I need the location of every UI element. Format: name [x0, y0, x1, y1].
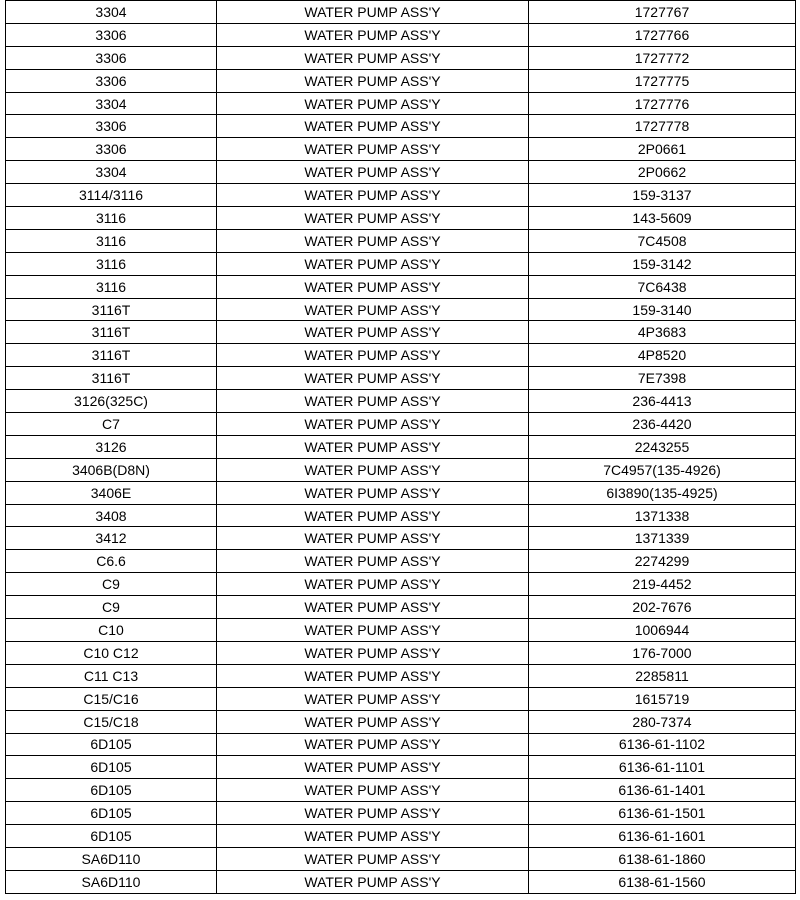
part-number-cell: 236-4420	[529, 413, 796, 436]
part-number-cell: 6136-61-1101	[529, 756, 796, 779]
engine-model-cell: C6.6	[6, 550, 217, 573]
engine-model-cell: 3304	[6, 92, 217, 115]
part-number-cell: 7C4508	[529, 229, 796, 252]
table-row	[6, 504, 796, 527]
part-number-cell: 280-7374	[529, 710, 796, 733]
table-row	[6, 138, 796, 161]
table-row	[6, 527, 796, 550]
part-number-cell: 143-5609	[529, 207, 796, 230]
part-number-cell: 7E7398	[529, 367, 796, 390]
parts-table-body	[6, 1, 796, 894]
description-cell: WATER PUMP ASS'Y	[217, 252, 529, 275]
description-cell: WATER PUMP ASS'Y	[217, 550, 529, 573]
table-row	[6, 550, 796, 573]
description-cell: WATER PUMP ASS'Y	[217, 69, 529, 92]
description-cell: WATER PUMP ASS'Y	[217, 847, 529, 870]
description-cell: WATER PUMP ASS'Y	[217, 115, 529, 138]
part-number-cell: 6138-61-1560	[529, 870, 796, 893]
part-number-cell: 6136-61-1401	[529, 779, 796, 802]
engine-model-cell: 6D105	[6, 802, 217, 825]
description-cell: WATER PUMP ASS'Y	[217, 504, 529, 527]
description-cell: WATER PUMP ASS'Y	[217, 138, 529, 161]
part-number-cell: 6136-61-1102	[529, 733, 796, 756]
engine-model-cell: 3412	[6, 527, 217, 550]
part-number-cell: 1615719	[529, 687, 796, 710]
description-cell: WATER PUMP ASS'Y	[217, 802, 529, 825]
engine-model-cell: 3114/3116	[6, 184, 217, 207]
part-number-cell: 1727776	[529, 92, 796, 115]
description-cell: WATER PUMP ASS'Y	[217, 596, 529, 619]
part-number-cell: 2P0662	[529, 161, 796, 184]
engine-model-cell: 3126	[6, 435, 217, 458]
engine-model-cell: 3116T	[6, 321, 217, 344]
table-row	[6, 413, 796, 436]
part-number-cell: 159-3137	[529, 184, 796, 207]
engine-model-cell: 6D105	[6, 733, 217, 756]
table-row	[6, 458, 796, 481]
table-row	[6, 847, 796, 870]
table-row	[6, 825, 796, 848]
description-cell: WATER PUMP ASS'Y	[217, 710, 529, 733]
engine-model-cell: 3116T	[6, 344, 217, 367]
table-row	[6, 779, 796, 802]
table-row	[6, 1, 796, 24]
table-row	[6, 344, 796, 367]
engine-model-cell: 3116T	[6, 298, 217, 321]
engine-model-cell: C9	[6, 596, 217, 619]
part-number-cell: 202-7676	[529, 596, 796, 619]
part-number-cell: 6136-61-1501	[529, 802, 796, 825]
engine-model-cell: C15/C16	[6, 687, 217, 710]
description-cell: WATER PUMP ASS'Y	[217, 756, 529, 779]
engine-model-cell: 3116	[6, 252, 217, 275]
engine-model-cell: C15/C18	[6, 710, 217, 733]
part-number-cell: 6136-61-1601	[529, 825, 796, 848]
description-cell: WATER PUMP ASS'Y	[217, 641, 529, 664]
part-number-cell: 6I3890(135-4925)	[529, 481, 796, 504]
engine-model-cell: 3306	[6, 69, 217, 92]
description-cell: WATER PUMP ASS'Y	[217, 184, 529, 207]
part-number-cell: 236-4413	[529, 390, 796, 413]
part-number-cell: 1727775	[529, 69, 796, 92]
table-row	[6, 802, 796, 825]
table-row	[6, 207, 796, 230]
part-number-cell: 1727772	[529, 46, 796, 69]
engine-model-cell: 6D105	[6, 825, 217, 848]
part-number-cell: 1727767	[529, 1, 796, 24]
description-cell: WATER PUMP ASS'Y	[217, 779, 529, 802]
table-row	[6, 619, 796, 642]
engine-model-cell: 3304	[6, 161, 217, 184]
engine-model-cell: C10 C12	[6, 641, 217, 664]
description-cell: WATER PUMP ASS'Y	[217, 687, 529, 710]
description-cell: WATER PUMP ASS'Y	[217, 207, 529, 230]
engine-model-cell: 3306	[6, 115, 217, 138]
engine-model-cell: 3408	[6, 504, 217, 527]
part-number-cell: 1371338	[529, 504, 796, 527]
description-cell: WATER PUMP ASS'Y	[217, 298, 529, 321]
table-row	[6, 321, 796, 344]
table-row	[6, 115, 796, 138]
description-cell: WATER PUMP ASS'Y	[217, 733, 529, 756]
description-cell: WATER PUMP ASS'Y	[217, 23, 529, 46]
part-number-cell: 7C6438	[529, 275, 796, 298]
part-number-cell: 1727766	[529, 23, 796, 46]
table-row	[6, 275, 796, 298]
description-cell: WATER PUMP ASS'Y	[217, 1, 529, 24]
engine-model-cell: C7	[6, 413, 217, 436]
part-number-cell: 4P8520	[529, 344, 796, 367]
table-row	[6, 367, 796, 390]
description-cell: WATER PUMP ASS'Y	[217, 321, 529, 344]
description-cell: WATER PUMP ASS'Y	[217, 161, 529, 184]
table-row	[6, 229, 796, 252]
table-row	[6, 92, 796, 115]
part-number-cell: 2243255	[529, 435, 796, 458]
engine-model-cell: 3116	[6, 275, 217, 298]
description-cell: WATER PUMP ASS'Y	[217, 527, 529, 550]
description-cell: WATER PUMP ASS'Y	[217, 390, 529, 413]
table-row	[6, 481, 796, 504]
description-cell: WATER PUMP ASS'Y	[217, 435, 529, 458]
table-row	[6, 870, 796, 893]
engine-model-cell: 3116	[6, 207, 217, 230]
table-row	[6, 573, 796, 596]
parts-table	[5, 0, 796, 894]
part-number-cell: 159-3142	[529, 252, 796, 275]
table-row	[6, 733, 796, 756]
engine-model-cell: SA6D110	[6, 847, 217, 870]
table-row	[6, 46, 796, 69]
part-number-cell: 4P3683	[529, 321, 796, 344]
description-cell: WATER PUMP ASS'Y	[217, 481, 529, 504]
table-row	[6, 641, 796, 664]
engine-model-cell: 3126(325C)	[6, 390, 217, 413]
part-number-cell: 2285811	[529, 664, 796, 687]
engine-model-cell: C11 C13	[6, 664, 217, 687]
engine-model-cell: 3304	[6, 1, 217, 24]
engine-model-cell: 3406B(D8N)	[6, 458, 217, 481]
description-cell: WATER PUMP ASS'Y	[217, 458, 529, 481]
table-row	[6, 23, 796, 46]
part-number-cell: 7C4957(135-4926)	[529, 458, 796, 481]
part-number-cell: 159-3140	[529, 298, 796, 321]
description-cell: WATER PUMP ASS'Y	[217, 413, 529, 436]
part-number-cell: 1006944	[529, 619, 796, 642]
table-row	[6, 252, 796, 275]
table-row	[6, 161, 796, 184]
description-cell: WATER PUMP ASS'Y	[217, 573, 529, 596]
table-row	[6, 596, 796, 619]
engine-model-cell: C10	[6, 619, 217, 642]
table-row	[6, 184, 796, 207]
engine-model-cell: 3306	[6, 138, 217, 161]
engine-model-cell: 6D105	[6, 779, 217, 802]
part-number-cell: 6138-61-1860	[529, 847, 796, 870]
description-cell: WATER PUMP ASS'Y	[217, 344, 529, 367]
table-row	[6, 756, 796, 779]
part-number-cell: 219-4452	[529, 573, 796, 596]
table-row	[6, 687, 796, 710]
part-number-cell: 176-7000	[529, 641, 796, 664]
description-cell: WATER PUMP ASS'Y	[217, 664, 529, 687]
part-number-cell: 2P0661	[529, 138, 796, 161]
description-cell: WATER PUMP ASS'Y	[217, 870, 529, 893]
engine-model-cell: SA6D110	[6, 870, 217, 893]
engine-model-cell: 3406E	[6, 481, 217, 504]
engine-model-cell: 3306	[6, 46, 217, 69]
table-row	[6, 710, 796, 733]
table-row	[6, 298, 796, 321]
description-cell: WATER PUMP ASS'Y	[217, 46, 529, 69]
description-cell: WATER PUMP ASS'Y	[217, 825, 529, 848]
description-cell: WATER PUMP ASS'Y	[217, 275, 529, 298]
table-row	[6, 69, 796, 92]
part-number-cell: 2274299	[529, 550, 796, 573]
engine-model-cell: 3306	[6, 23, 217, 46]
engine-model-cell: 3116T	[6, 367, 217, 390]
description-cell: WATER PUMP ASS'Y	[217, 229, 529, 252]
part-number-cell: 1371339	[529, 527, 796, 550]
table-row	[6, 390, 796, 413]
engine-model-cell: 6D105	[6, 756, 217, 779]
part-number-cell: 1727778	[529, 115, 796, 138]
description-cell: WATER PUMP ASS'Y	[217, 92, 529, 115]
description-cell: WATER PUMP ASS'Y	[217, 367, 529, 390]
engine-model-cell: 3116	[6, 229, 217, 252]
description-cell: WATER PUMP ASS'Y	[217, 619, 529, 642]
table-row	[6, 664, 796, 687]
table-row	[6, 435, 796, 458]
engine-model-cell: C9	[6, 573, 217, 596]
